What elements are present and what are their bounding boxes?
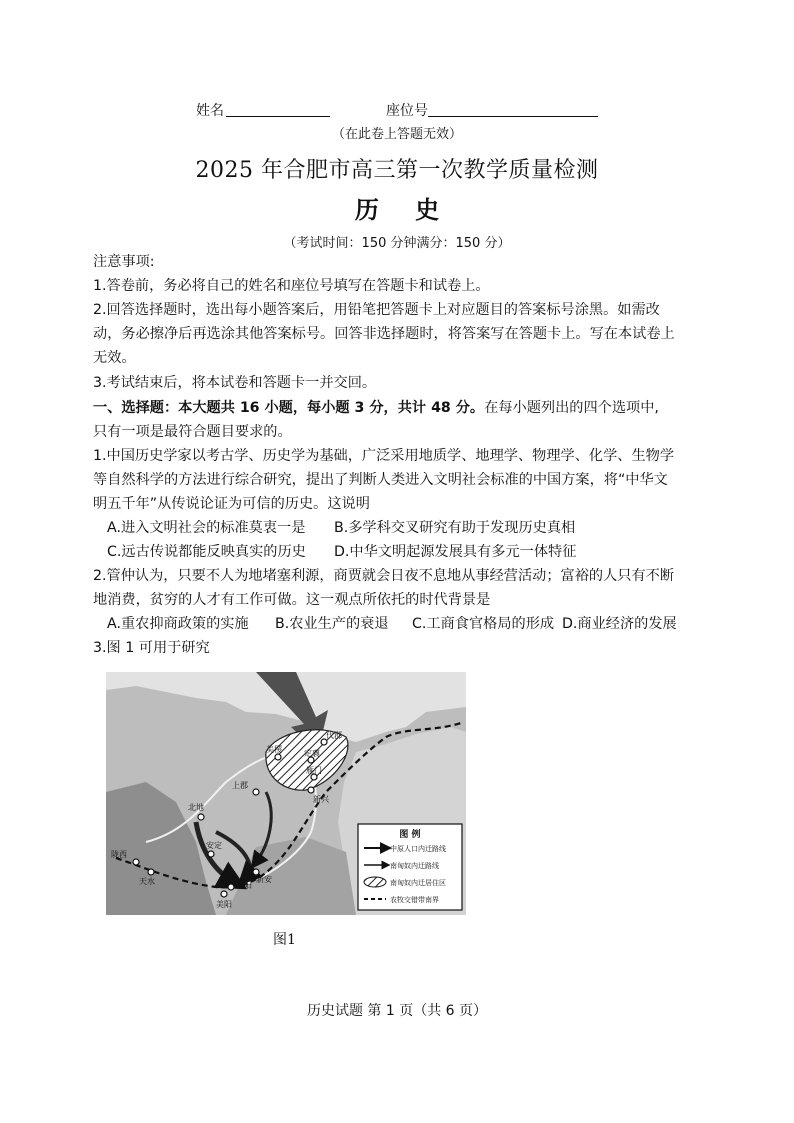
q2-option-c: C.工商食官格局的形成 xyxy=(412,616,555,632)
q1-option-b: B.多学科交叉研究有助于发现历史真相 xyxy=(334,520,576,536)
q2-line2: 地消费，贫穷的人才有工作可做。这一观点所依托的时代背景是 xyxy=(93,592,491,608)
q3-stem: 3.图 1 可用于研究 xyxy=(93,640,210,656)
figure-1-map xyxy=(106,672,466,915)
section1-heading-rest: 在每小题列出的四个选项中, xyxy=(484,400,659,416)
figure-1-label: 图1 xyxy=(273,932,296,948)
instruction-2-line3: 无效。 xyxy=(93,350,136,366)
name-blank xyxy=(226,116,330,117)
instructions-heading: 注意事项: xyxy=(93,254,155,270)
q2-option-d: D.商业经济的发展 xyxy=(562,616,677,632)
legend-item-2: 南匈奴内迁路线 xyxy=(390,862,439,870)
q1-line2: 等自然科学的方法进行综合研究，提出了判断人类进入文明社会标准的中国方案，将“中华文 xyxy=(93,472,668,488)
seat-label: 座位号 xyxy=(386,103,428,119)
answer-invalid-note: （在此卷上答题无效） xyxy=(331,127,462,142)
place-tianshui: 天水 xyxy=(139,877,155,886)
place-beidi: 北地 xyxy=(188,803,204,812)
instruction-2-line2: 动，务必擦净后再选涂其他答案标号。回答非选择题时，将答案写在答题卡上。写在本试卷上 xyxy=(93,326,675,342)
place-shangjun: 上郡 xyxy=(232,781,248,790)
instruction-3: 3.考试结束后，将本试卷和答题卡一并交回。 xyxy=(93,375,377,391)
section1-heading xyxy=(93,397,659,420)
q1-option-c: C.远古传说都能反映真实的历史 xyxy=(107,544,306,560)
q1-line1: 1.中国历史学家以考古学、历史学为基础，广泛采用地质学、地理学、物理学、化学、生物学 xyxy=(93,448,675,464)
q1-line3: 明五千年”从传说论证为可信的历史。这说明 xyxy=(93,496,370,512)
map-legend xyxy=(358,824,462,910)
place-xinxing: 新兴 xyxy=(313,795,329,804)
seat-blank xyxy=(428,116,598,117)
place-dingxiang: 定襄 xyxy=(304,749,320,758)
place-longxi: 陇西 xyxy=(111,850,127,859)
q1-option-d: D.中华文明起源发展具有多元一体特征 xyxy=(334,544,577,560)
q2-option-b: B.农业生产的衰退 xyxy=(275,616,389,632)
subject-title: 历 史 xyxy=(354,195,454,224)
place-xinan: 新安 xyxy=(256,875,272,884)
q2-option-a: A.重农抑商政策的实施 xyxy=(107,616,249,632)
place-daijun: 代郡 xyxy=(326,731,342,740)
exam-time: （考试时间：150 分钟满分：150 分） xyxy=(283,236,511,251)
legend-item-3: 南匈奴内迁居住区 xyxy=(390,879,446,887)
legend-item-4: 农牧交错带南界 xyxy=(390,896,439,904)
name-label: 姓名 xyxy=(196,103,224,119)
q1-option-a: A.进入文明社会的标准莫衷一是 xyxy=(107,520,306,536)
place-yanmen: 雁门 xyxy=(306,766,322,775)
place-meiji: 美稷 xyxy=(266,745,282,754)
q2-line1: 2.管仲认为，只要不人为地堵塞利源，商贾就会日夜不息地从事经营活动；富裕的人只有不断 xyxy=(93,568,675,584)
legend-title: 图 例 xyxy=(399,830,421,840)
place-meiyang: 美阳 xyxy=(216,900,232,909)
place-anding: 安定 xyxy=(206,841,222,850)
instruction-2-line1: 2.回答选择题时，选出每小题答案后，用铅笔把答题卡上对应题目的答案标号涂黑。如需改 xyxy=(93,302,660,318)
legend-item-1: 中原人口内迁路线 xyxy=(390,845,446,853)
page-footer: 历史试题 第 1 页（共 6 页） xyxy=(306,1003,488,1019)
instruction-1: 1.答卷前，务必将自己的姓名和座位号填写在答题卡和试卷上。 xyxy=(93,278,490,294)
map-svg xyxy=(106,672,466,915)
exam-title: 2025 年合肥市高三第一次教学质量检测 xyxy=(195,158,599,183)
section1-heading-bold: 一、选择题：本大题共 16 小题，每小题 3 分，共计 48 分。 xyxy=(93,400,485,416)
place-luoyang: 洛阳 xyxy=(236,881,252,890)
section1-heading-line2: 只有一项是最符合题目要求的。 xyxy=(93,424,292,440)
